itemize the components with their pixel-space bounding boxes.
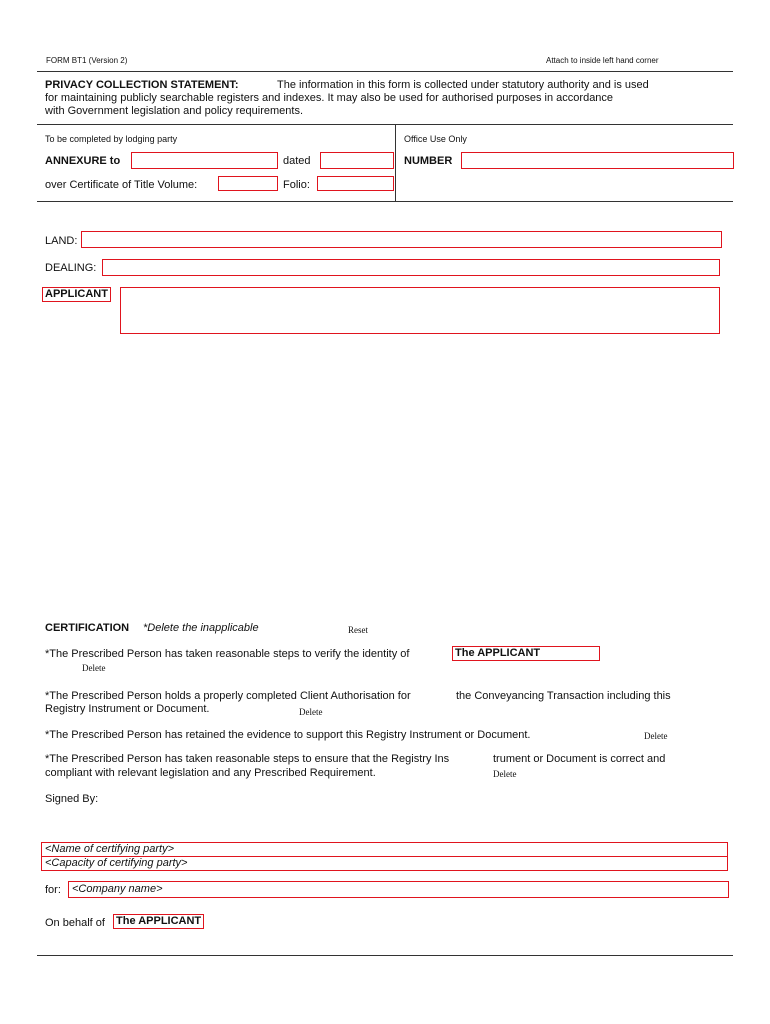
delete-button-4[interactable]: Delete xyxy=(493,769,517,779)
form-id: FORM BT1 (Version 2) xyxy=(46,56,128,65)
company-name-field[interactable]: <Company name> xyxy=(68,881,729,898)
certifying-party-name-field[interactable]: <Name of certifying party> xyxy=(41,842,728,857)
folio-field[interactable] xyxy=(317,176,394,191)
statement-4-line2: compliant with relevant legislation and any Prescribed Requirement. xyxy=(45,767,376,779)
dealing-label: DEALING: xyxy=(45,262,97,274)
number-field[interactable] xyxy=(461,152,734,169)
annexure-field[interactable] xyxy=(131,152,278,169)
statement-2-line1: *The Prescribed Person holds a properly completed Client Authorisation for xyxy=(45,690,411,702)
office-use-label: Office Use Only xyxy=(404,134,467,144)
privacy-title: PRIVACY COLLECTION STATEMENT: xyxy=(45,79,239,91)
folio-label: Folio: xyxy=(283,179,310,191)
attach-note: Attach to inside left hand corner xyxy=(546,56,659,65)
divider xyxy=(37,955,733,956)
land-label: LAND: xyxy=(45,235,78,247)
reset-button[interactable]: Reset xyxy=(348,625,368,635)
number-label: NUMBER xyxy=(404,155,453,167)
lodging-label: To be completed by lodging party xyxy=(45,134,178,144)
certifying-party-capacity-field[interactable]: <Capacity of certifying party> xyxy=(41,856,728,871)
signed-by-label: Signed By: xyxy=(45,793,99,805)
privacy-line2: for maintaining publicly searchable registers and indexes. It may also be used for authorised purposes in accordance xyxy=(45,92,614,104)
statement-4-line1b: trument or Document is correct and xyxy=(493,753,666,765)
privacy-line3: with Government legislation and policy requirements. xyxy=(45,105,304,117)
delete-button-1[interactable]: Delete xyxy=(82,663,106,673)
on-behalf-party[interactable]: The APPLICANT xyxy=(113,914,204,929)
statement-2-line1b: the Conveyancing Transaction including this xyxy=(456,690,671,702)
certification-subtitle: *Delete the inapplicable xyxy=(143,622,259,634)
annexure-label: ANNEXURE to xyxy=(45,155,121,167)
land-field[interactable] xyxy=(81,231,722,248)
statement-1: *The Prescribed Person has taken reasonable steps to verify the identity of xyxy=(45,648,410,660)
divider xyxy=(37,201,733,202)
divider xyxy=(37,124,733,125)
statement-3: *The Prescribed Person has retained the evidence to support this Registry Instrument or Document. xyxy=(45,729,531,741)
statement-1-party[interactable]: The APPLICANT xyxy=(452,646,600,661)
statement-4-line1: *The Prescribed Person has taken reasonable steps to ensure that the Registry Ins xyxy=(45,753,450,765)
divider xyxy=(37,71,733,72)
cert-title-label: over Certificate of Title Volume: xyxy=(45,179,198,191)
delete-button-2[interactable]: Delete xyxy=(299,707,323,717)
statement-2-line2: Registry Instrument or Document. xyxy=(45,703,210,715)
delete-button-3[interactable]: Delete xyxy=(644,731,668,741)
section-divider xyxy=(395,124,396,202)
for-label: for: xyxy=(45,884,61,896)
volume-field[interactable] xyxy=(218,176,278,191)
dated-field[interactable] xyxy=(320,152,394,169)
applicant-field[interactable] xyxy=(120,287,720,334)
dealing-field[interactable] xyxy=(102,259,720,276)
dated-label: dated xyxy=(283,155,311,167)
certification-title: CERTIFICATION xyxy=(45,622,130,634)
on-behalf-label: On behalf of xyxy=(45,917,105,929)
privacy-line1: The information in this form is collected under statutory authority and is used xyxy=(277,79,649,91)
applicant-label: APPLICANT xyxy=(42,287,111,302)
